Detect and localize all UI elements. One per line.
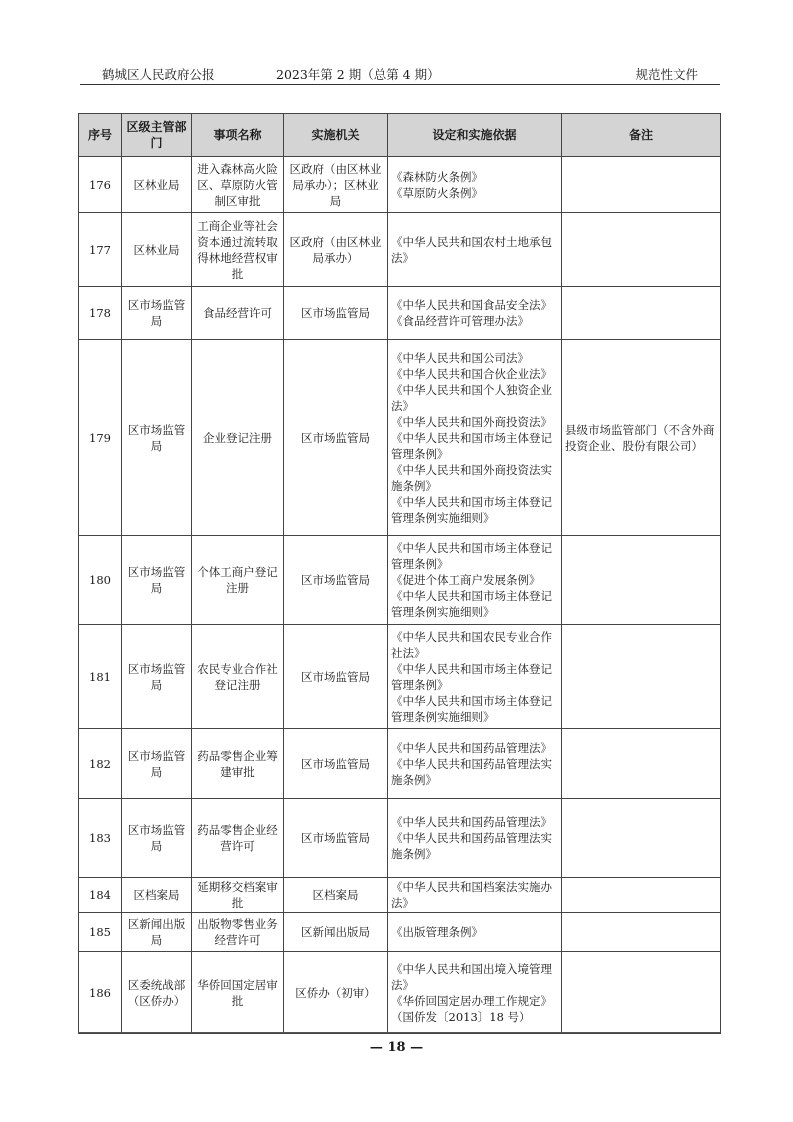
row-agency: 区政府（由区林业局承办）；区林业局 bbox=[284, 157, 388, 213]
section-label: 规范性文件 bbox=[635, 67, 698, 82]
row-number: 177 bbox=[79, 213, 122, 287]
legal-basis-item: 《中华人民共和国农村土地承包法》 bbox=[391, 234, 552, 265]
row-agency: 区新闻出版局 bbox=[284, 913, 388, 952]
table-row bbox=[79, 878, 721, 913]
table-row bbox=[79, 625, 721, 729]
row-legal-basis bbox=[388, 340, 562, 536]
row-number: 182 bbox=[79, 729, 122, 799]
row-legal-basis bbox=[388, 799, 562, 878]
legal-basis-item: 《中华人民共和国药品管理法》 bbox=[391, 740, 552, 755]
legal-basis-item: 《中华人民共和国公司法》 bbox=[391, 350, 529, 365]
column-header: 实施机关 bbox=[284, 114, 388, 157]
row-note bbox=[562, 913, 721, 952]
legal-basis-item: 《中华人民共和国药品管理法实施条例》 bbox=[391, 756, 552, 787]
row-department: 区市场监管局 bbox=[122, 799, 192, 878]
row-department: 区市场监管局 bbox=[122, 729, 192, 799]
legal-basis-item: 《中华人民共和国合伙企业法》 bbox=[391, 366, 552, 381]
column-header: 序号 bbox=[79, 114, 122, 157]
row-agency: 区市场监管局 bbox=[284, 729, 388, 799]
table-row bbox=[79, 952, 721, 1034]
footer-divider bbox=[78, 1032, 720, 1033]
row-number: 181 bbox=[79, 625, 122, 729]
row-note bbox=[562, 952, 721, 1034]
row-item-name: 出版物零售业务经营许可 bbox=[192, 913, 284, 952]
legal-basis-item: 《中华人民共和国市场主体登记管理条例》 bbox=[391, 430, 552, 461]
row-legal-basis bbox=[388, 729, 562, 799]
row-number: 186 bbox=[79, 952, 122, 1034]
legal-basis-item: 《中华人民共和国出境入境管理法》 bbox=[391, 961, 552, 992]
approval-items-table bbox=[78, 113, 721, 1034]
column-header: 设定和实施依据 bbox=[388, 114, 562, 157]
row-legal-basis bbox=[388, 213, 562, 287]
row-note bbox=[562, 536, 721, 625]
row-note bbox=[562, 287, 721, 340]
legal-basis-item: 《促进个体工商户发展条例》 bbox=[391, 573, 541, 587]
row-agency: 区市场监管局 bbox=[284, 799, 388, 878]
row-number: 184 bbox=[79, 878, 122, 913]
legal-basis-item: 《中华人民共和国市场主体登记管理条例》 bbox=[391, 541, 552, 571]
row-note bbox=[562, 625, 721, 729]
row-agency: 区市场监管局 bbox=[284, 625, 388, 729]
legal-basis-item: 《华侨回国定居办理工作规定》（国侨发〔2013〕18 号） bbox=[391, 993, 552, 1024]
table-row bbox=[79, 729, 721, 799]
page-header bbox=[80, 62, 720, 85]
row-legal-basis bbox=[388, 287, 562, 340]
row-note bbox=[562, 729, 721, 799]
row-item-name: 企业登记注册 bbox=[192, 340, 284, 536]
table-row bbox=[79, 913, 721, 952]
column-header: 区级主管部门 bbox=[122, 114, 192, 157]
table-row bbox=[79, 213, 721, 287]
row-note bbox=[562, 157, 721, 213]
row-item-name: 延期移交档案审批 bbox=[192, 878, 284, 913]
row-department: 区林业局 bbox=[122, 213, 192, 287]
row-note bbox=[562, 878, 721, 913]
row-number: 178 bbox=[79, 287, 122, 340]
gazette-title: 鹤城区人民政府公报 bbox=[102, 67, 215, 82]
row-agency: 区市场监管局 bbox=[284, 340, 388, 536]
row-item-name: 进入森林高火险区、草原防火管制区审批 bbox=[192, 157, 284, 213]
legal-basis-item: 《中华人民共和国农民专业合作社法》 bbox=[391, 629, 552, 660]
legal-basis-item: 《中华人民共和国个人独资企业法》 bbox=[391, 382, 552, 413]
row-number: 180 bbox=[79, 536, 122, 625]
row-legal-basis bbox=[388, 536, 562, 625]
legal-basis-item: 《中华人民共和国市场主体登记管理条例实施细则》 bbox=[391, 693, 552, 724]
table-header-row bbox=[79, 114, 721, 157]
legal-basis-item: 《草原防火条例》 bbox=[391, 185, 483, 200]
legal-basis-item: 《中华人民共和国外商投资法》 bbox=[391, 414, 552, 429]
legal-basis-item: 《中华人民共和国市场主体登记管理条例实施细则》 bbox=[391, 589, 552, 619]
column-header: 备注 bbox=[562, 114, 721, 157]
row-agency: 区市场监管局 bbox=[284, 287, 388, 340]
row-department: 区新闻出版局 bbox=[122, 913, 192, 952]
row-number: 185 bbox=[79, 913, 122, 952]
row-item-name: 个体工商户登记注册 bbox=[192, 536, 284, 625]
row-agency: 区政府（由区林业局承办） bbox=[284, 213, 388, 287]
row-legal-basis bbox=[388, 625, 562, 729]
legal-basis-item: 《中华人民共和国食品安全法》 bbox=[391, 298, 552, 312]
row-note bbox=[562, 213, 721, 287]
legal-basis-item: 《中华人民共和国档案法实施办法》 bbox=[391, 880, 552, 910]
table-row bbox=[79, 799, 721, 878]
row-department: 区市场监管局 bbox=[122, 536, 192, 625]
row-agency: 区侨办（初审） bbox=[284, 952, 388, 1034]
row-number: 176 bbox=[79, 157, 122, 213]
row-department: 区委统战部（区侨办） bbox=[122, 952, 192, 1034]
table-row bbox=[79, 157, 721, 213]
row-number: 183 bbox=[79, 799, 122, 878]
row-department: 区市场监管局 bbox=[122, 287, 192, 340]
legal-basis-item: 《出版管理条例》 bbox=[391, 925, 483, 939]
row-legal-basis bbox=[388, 878, 562, 913]
legal-basis-item: 《中华人民共和国外商投资法实施条例》 bbox=[391, 462, 552, 493]
legal-basis-item: 《中华人民共和国市场主体登记管理条例》 bbox=[391, 661, 552, 692]
row-item-name: 华侨回国定居审批 bbox=[192, 952, 284, 1034]
row-note: 县级市场监管部门（不含外商投资企业、股份有限公司） bbox=[562, 340, 721, 536]
table-row bbox=[79, 340, 721, 536]
legal-basis-item: 《中华人民共和国药品管理法实施条例》 bbox=[391, 831, 552, 861]
row-legal-basis bbox=[388, 952, 562, 1034]
row-department: 区市场监管局 bbox=[122, 625, 192, 729]
legal-basis-item: 《食品经营许可管理办法》 bbox=[391, 314, 529, 328]
page-number: — 18 — bbox=[369, 1040, 424, 1055]
row-item-name: 药品零售企业经营许可 bbox=[192, 799, 284, 878]
issue-number: 2023年第 2 期（总第 4 期） bbox=[276, 67, 440, 82]
row-item-name: 农民专业合作社登记注册 bbox=[192, 625, 284, 729]
table-row bbox=[79, 287, 721, 340]
row-agency: 区档案局 bbox=[284, 878, 388, 913]
row-note bbox=[562, 799, 721, 878]
row-department: 区市场监管局 bbox=[122, 340, 192, 536]
legal-basis-item: 《森林防火条例》 bbox=[391, 169, 483, 184]
row-legal-basis bbox=[388, 157, 562, 213]
row-agency: 区市场监管局 bbox=[284, 536, 388, 625]
row-item-name: 食品经营许可 bbox=[192, 287, 284, 340]
legal-basis-item: 《中华人民共和国药品管理法》 bbox=[391, 815, 552, 829]
row-legal-basis bbox=[388, 913, 562, 952]
row-department: 区林业局 bbox=[122, 157, 192, 213]
row-department: 区档案局 bbox=[122, 878, 192, 913]
table-row bbox=[79, 536, 721, 625]
row-item-name: 药品零售企业筹建审批 bbox=[192, 729, 284, 799]
row-item-name: 工商企业等社会资本通过流转取得林地经营权审批 bbox=[192, 213, 284, 287]
legal-basis-item: 《中华人民共和国市场主体登记管理条例实施细则》 bbox=[391, 494, 552, 525]
row-number: 179 bbox=[79, 340, 122, 536]
column-header: 事项名称 bbox=[192, 114, 284, 157]
